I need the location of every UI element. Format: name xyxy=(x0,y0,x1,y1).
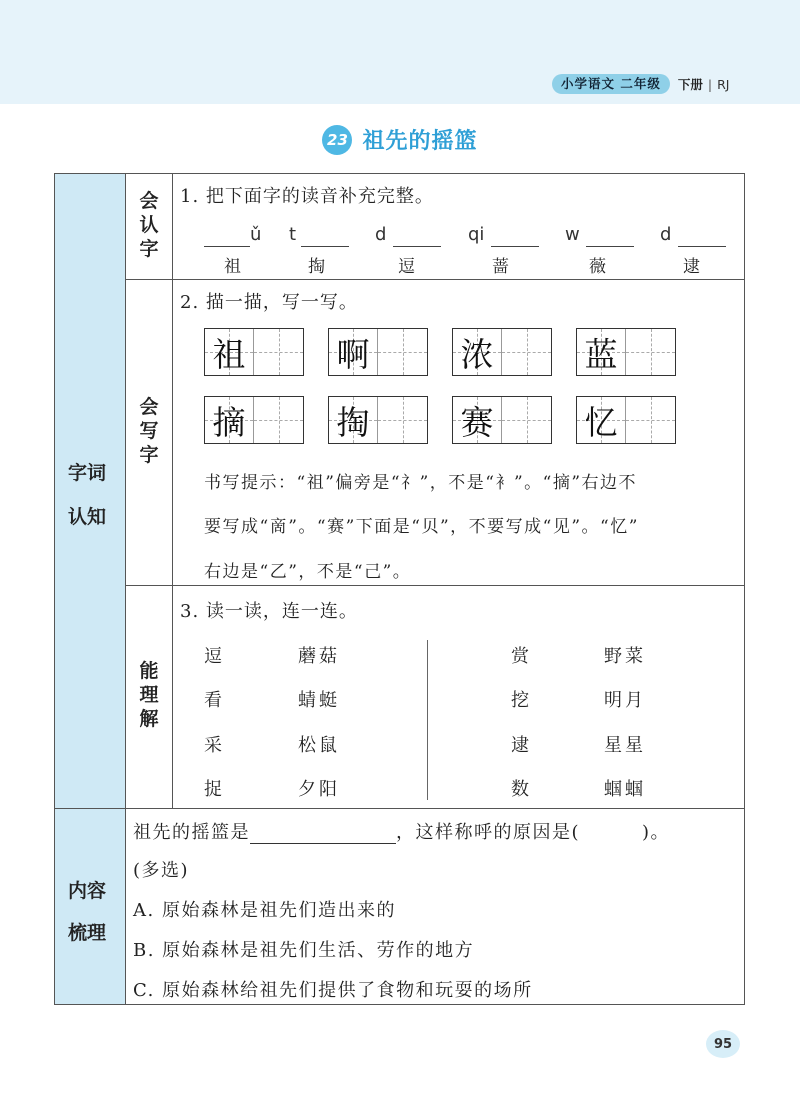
section-label-content-line2: 梳理 xyxy=(68,922,107,944)
badge-separator: | xyxy=(707,76,713,92)
pinyin-hint: d xyxy=(375,224,387,245)
section-side-word xyxy=(55,174,125,808)
match-word[interactable]: 挖 xyxy=(511,690,532,711)
sublabel-understand: 能理解 xyxy=(139,660,159,730)
pinyin-blank[interactable] xyxy=(204,246,250,247)
writing-tip-line: 要写成“啇”。“赛”下面是“贝”，不要写成“见”。“忆” xyxy=(204,517,639,537)
pinyin-char: 逮 xyxy=(683,257,700,277)
match-word[interactable]: 采 xyxy=(204,735,225,756)
option-c[interactable]: C. 原始森林给祖先们提供了食物和玩耍的场所 xyxy=(133,980,533,1001)
match-word[interactable]: 松鼠 xyxy=(298,735,340,756)
writing-tip-line: 书写提示：“祖”偏旁是“礻”，不是“衤”。“摘”右边不 xyxy=(204,473,638,493)
pinyin-blank[interactable] xyxy=(586,246,634,247)
section-label-word-line2: 认知 xyxy=(68,506,107,528)
divider xyxy=(125,174,126,1004)
writing-box[interactable] xyxy=(452,396,552,444)
question-2: 2. 描一描，写一写。 xyxy=(180,292,358,313)
writing-box[interactable] xyxy=(576,396,676,444)
trace-char: 啊 xyxy=(336,334,370,374)
lesson-number: 23 xyxy=(322,125,352,155)
content-q-part2: ，这样称呼的原因是( xyxy=(396,822,581,843)
trace-char: 蓝 xyxy=(584,334,618,374)
writing-box[interactable] xyxy=(204,396,304,444)
trace-char: 忆 xyxy=(584,402,618,442)
content-question xyxy=(133,818,670,844)
content-q-part3: )。 xyxy=(642,822,671,843)
pinyin-hint: t xyxy=(289,224,297,245)
section-label-word-line1: 字词 xyxy=(68,462,107,484)
question-1: 1. 把下面字的读音补充完整。 xyxy=(180,186,434,207)
writing-box[interactable] xyxy=(328,396,428,444)
option-a[interactable]: A. 原始森林是祖先们造出来的 xyxy=(133,900,396,921)
sublabel-recognize: 会认字 xyxy=(139,190,159,260)
section-label-content-line1: 内容 xyxy=(68,880,107,902)
pinyin-char: 薇 xyxy=(589,257,606,277)
pinyin-char: 逗 xyxy=(398,257,415,277)
sublabel-write: 会写字 xyxy=(139,396,159,466)
multi-select-note: (多选) xyxy=(133,860,190,881)
pinyin-char: 掏 xyxy=(308,257,325,277)
trace-char: 祖 xyxy=(212,334,246,374)
pinyin-blank[interactable] xyxy=(301,246,349,247)
section-side-content xyxy=(55,809,125,1004)
content-q-part1: 祖先的摇篮是 xyxy=(133,822,250,843)
pinyin-blank[interactable] xyxy=(491,246,539,247)
question-3: 3. 读一读，连一连。 xyxy=(180,601,358,622)
writing-box[interactable] xyxy=(204,328,304,376)
writing-tip-line: 右边是“乙”，不是“己”。 xyxy=(204,562,412,582)
lesson-title xyxy=(0,124,800,155)
pinyin-char: 蔷 xyxy=(492,257,509,277)
pinyin-char: 祖 xyxy=(224,257,241,277)
pinyin-hint: ǔ xyxy=(250,224,262,245)
edition-label: RJ xyxy=(717,76,730,92)
pinyin-hint: d xyxy=(660,224,672,245)
match-word[interactable]: 数 xyxy=(511,779,532,800)
writing-box[interactable] xyxy=(452,328,552,376)
match-word[interactable]: 捉 xyxy=(204,779,225,800)
divider xyxy=(125,585,744,586)
lesson-title-text: 祖先的摇篮 xyxy=(362,129,478,154)
divider xyxy=(125,279,744,280)
answer-blank[interactable] xyxy=(250,825,396,844)
match-word[interactable]: 蜻蜓 xyxy=(298,690,340,711)
pinyin-blank[interactable] xyxy=(678,246,726,247)
subject-grade: 小学语文 二年级 xyxy=(552,74,670,94)
divider xyxy=(55,808,744,809)
match-word[interactable]: 明月 xyxy=(604,690,646,711)
option-b[interactable]: B. 原始森林是祖先们生活、劳作的地方 xyxy=(133,940,475,961)
book-badge xyxy=(552,74,729,94)
trace-char: 摘 xyxy=(212,402,246,442)
pinyin-hint: qi xyxy=(468,224,485,245)
match-divider xyxy=(427,640,428,800)
match-word[interactable]: 星星 xyxy=(604,735,646,756)
match-word[interactable]: 蘑菇 xyxy=(298,646,340,667)
page-number: 95 xyxy=(706,1030,740,1058)
trace-char: 赛 xyxy=(460,402,494,442)
match-word[interactable]: 野菜 xyxy=(604,646,646,667)
volume-label: 下册 xyxy=(677,77,703,92)
match-word[interactable]: 逮 xyxy=(511,735,532,756)
match-word[interactable]: 赏 xyxy=(511,646,532,667)
match-word[interactable]: 蝈蝈 xyxy=(604,779,646,800)
pinyin-blank[interactable] xyxy=(393,246,441,247)
writing-box[interactable] xyxy=(576,328,676,376)
match-word[interactable]: 夕阳 xyxy=(298,779,340,800)
match-word[interactable]: 逗 xyxy=(204,646,225,667)
trace-char: 掏 xyxy=(336,402,370,442)
trace-char: 浓 xyxy=(460,334,494,374)
match-word[interactable]: 看 xyxy=(204,690,225,711)
writing-box[interactable] xyxy=(328,328,428,376)
divider xyxy=(172,174,173,808)
pinyin-hint: w xyxy=(565,224,580,245)
